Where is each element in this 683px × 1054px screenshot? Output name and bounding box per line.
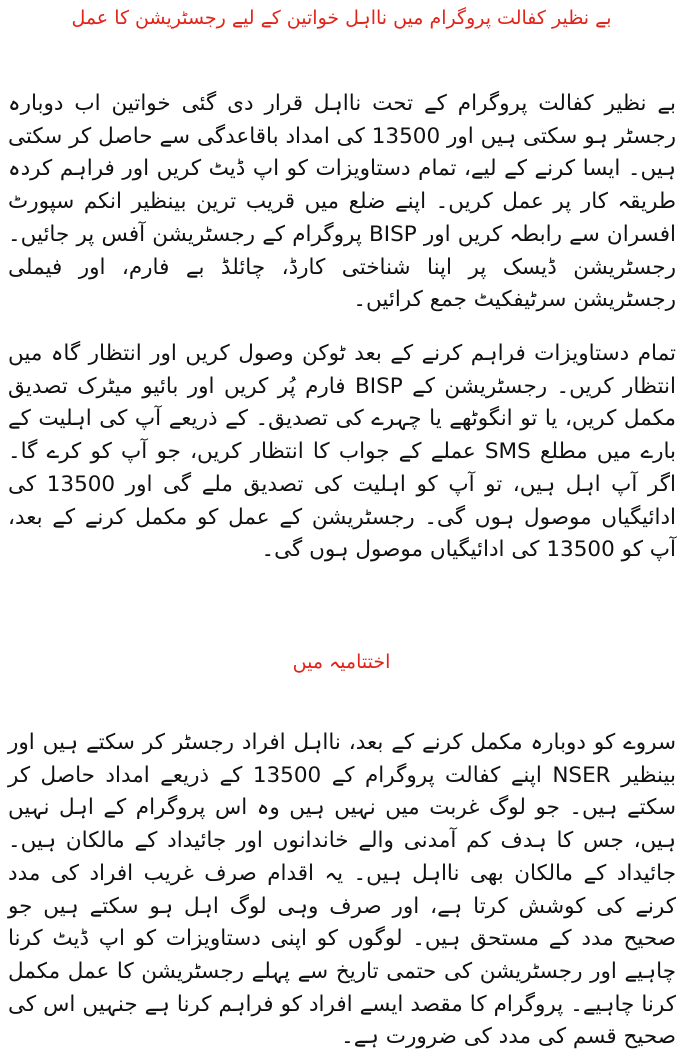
conclusion-heading: اختتامیہ میں [292,651,391,673]
article-title: بے نظیر کفالت پروگرام میں نااہل خواتین کے لیے رجسٹریشن کا عمل [71,7,612,29]
process-paragraph: تمام دستاویزات فراہم کرنے کے بعد ٹوکن وصول کریں اور انتظار گاہ میں انتظار کریں۔ رجسٹریشن کے BISP فارم پُر کریں اور بائیو میٹرک تصدیق مکمل کریں، یا تو انگوٹھے یا چہرے کی تصدیق۔ کے ذریعے آپ کی اہلیت کے بارے میں مطلع SMS عملے کے جواب کا انتظار کریں، جو آپ کو کرے گا۔ اگر آپ اہل ہیں، تو آپ کو اہلیت کی تصدیق ملے گی اور 13500 کی ادائیگیاں موصول ہوں گی۔ رجسٹریشن کے عمل کو مکمل کرنے کے بعد، آپ کو 13500 کی ادائیگیاں موصول ہوں گی۔ [8,341,677,563]
conclusion-paragraph: سروے کو دوبارہ مکمل کرنے کے بعد، نااہل افراد رجسٹر کر سکتے ہیں اور بینظیر NSER اپنے کفالت پروگرام کے 13500 کے ذریعے امداد حاصل کر سکتے ہیں۔ جو لوگ غربت میں نہیں ہیں وہ اس پروگرام کے اہل نہیں ہیں، جس کا ہدف کم آمدنی والے خاندانوں اور جائیداد کے مالکان ہیں۔ جائیداد کے مالکان بھی نااہل ہیں۔ یہ اقدام صرف غریب افراد کی مدد کرنے کی کوشش کرتا ہے، اور صرف وہی لوگ اہل ہو سکتے ہیں جو صحیح مدد کے مستحق ہیں۔ لوگوں کو اپنی دستاویزات کو اپ ڈیٹ کرنا چاہیے اور رجسٹریشن کی حتمی تاریخ سے پہلے رجسٹریشن کا عمل مکمل کرنا چاہیے۔ پروگرام کا مقصد ایسے افراد کو فراہم کرنا ہے جنہیں اس کی صحیح قسم کی مدد کی ضرورت ہے۔ [8,730,677,1050]
intro-paragraph: بے نظیر کفالت پروگرام کے تحت نااہل قرار دی گئی خواتین اب دوبارہ رجسٹر ہو سکتی ہیں اور 13500 کی امداد باقاعدگی سے حاصل کر سکتی ہیں۔ ایسا کرنے کے لیے، تمام دستاویزات کو اپ ڈیٹ کریں اور فراہم کردہ طریقہ کار پر عمل کریں۔ اپنے ضلع میں قریب ترین بینظیر انکم سپورٹ افسران سے رابطہ کریں اور BISP پروگرام کے رجسٹریشن آفس پر جائیں۔ رجسٹریشن ڈیسک پر اپنا شناختی کارڈ، چائلڈ بے فارم، اور فیملی رجسٹریشن سرٹیفکیٹ جمع کرائیں۔ [8,91,676,313]
